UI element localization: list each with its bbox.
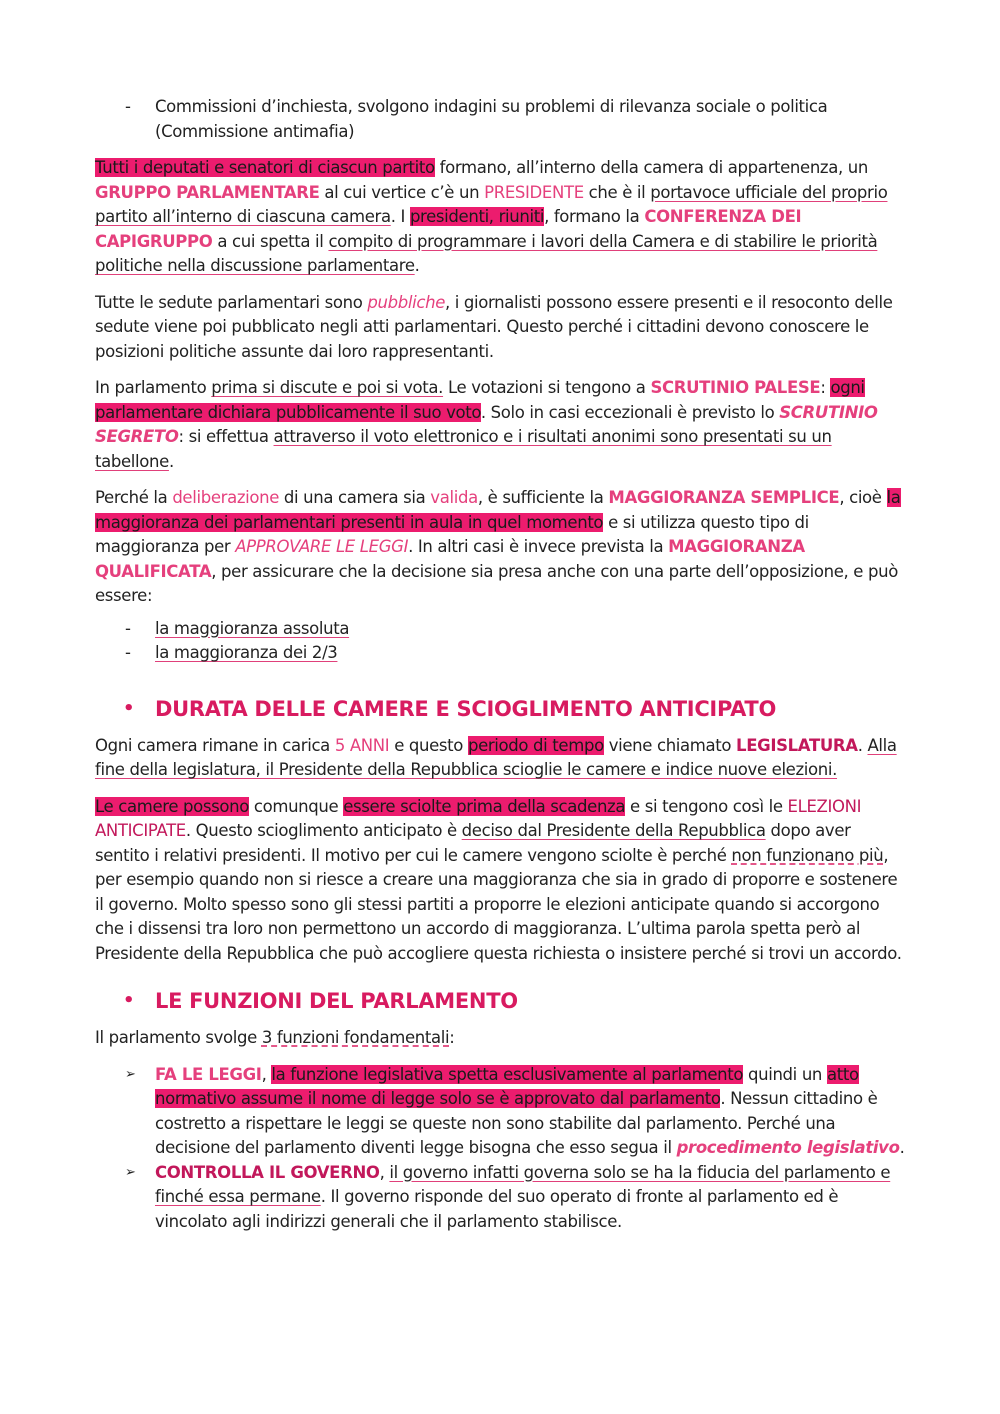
text-span: . Il governo risponde del suo operato di fronte al parlamento ed è vincolato agli indirizzi generali che il parlamento stabilisce.: [155, 1187, 839, 1231]
text-span: e questo: [389, 735, 468, 755]
term-presidente: PRESIDENTE: [484, 182, 584, 202]
underlined-span: prima si discute e poi si vota.: [211, 378, 444, 397]
text-span: Perché la: [95, 488, 173, 507]
text-span: , i giornalisti possono essere presenti e il resoconto delle sedute viene poi pubblicato negli atti parlamentari. Questo perché i cittadini devono conoscere le posizioni politiche assunte dai loro rappresentanti.: [95, 292, 893, 361]
underlined-span: compito di programmare i lavori della Camera e di stabilire le priorità politiche nella discussione parlamentare: [95, 231, 878, 275]
text-span: quindi un: [743, 1064, 827, 1084]
paragraph-votazioni: [95, 376, 905, 474]
text-span: , per esempio quando non si riesce a creare una maggioranza che sia in grado di proporre e sostenere il governo. Molto spesso sono gli stessi partiti a proporre le elezioni anticipate quando si accorgono che i dissensi tra loro non permettono un accordo di maggioranza. L’ultima parola spetta però al Presidente della Repubblica che può accogliere questa richiesta o insistere perché si trovi un accordo.: [95, 845, 902, 963]
term-maggioranza-qualificata: MAGGIORANZA QUALIFICATA: [95, 537, 805, 581]
term-fa-le-leggi: FA LE LEGGI: [155, 1064, 262, 1084]
highlight-span: ogni parlamentare dichiara pubblicamente il suo voto: [95, 378, 865, 422]
text-span: , cioè: [839, 488, 887, 507]
text-span: Il parlamento svolge: [95, 1028, 262, 1047]
dash-marker: -: [125, 97, 131, 116]
list-item: [95, 1161, 905, 1235]
term-deliberazione: deliberazione: [172, 488, 280, 507]
term-pubbliche: pubbliche: [367, 292, 445, 312]
heading-funzioni: [95, 986, 905, 1016]
text-span: a cui spetta il: [212, 231, 329, 251]
term-legislatura: LEGISLATURA: [736, 735, 858, 755]
list-item-text: Commissioni d’inchiesta, svolgono indagini su problemi di rilevanza sociale o politica (Commissione antimafia): [155, 97, 828, 141]
highlight-span: la funzione legislativa spetta esclusivamente al parlamento: [271, 1064, 744, 1084]
text-span: .: [414, 256, 420, 275]
text-span: , è sufficiente la: [477, 488, 609, 507]
arrow-bullet-icon: ➢: [125, 1066, 136, 1082]
text-span: .: [899, 1138, 905, 1157]
paragraph-scioglimento: [95, 795, 905, 967]
text-span: ,: [379, 1162, 390, 1182]
text-span: :: [820, 378, 831, 397]
underlined-span: Alla fine della legislatura, il Presidente della Repubblica scioglie le camere e indice nuove elezioni.: [95, 735, 897, 779]
paragraph-funzioni: [95, 1026, 905, 1051]
heading-durata: [95, 694, 905, 724]
text-span: al cui vertice c’è un: [319, 182, 485, 202]
highlight-span: presidenti, riuniti: [409, 207, 545, 226]
dash-marker: -: [125, 618, 131, 638]
document-page: [95, 95, 905, 1234]
term-maggioranza-semplice: MAGGIORANZA SEMPLICE: [608, 488, 840, 507]
list-item: [95, 617, 905, 642]
term-valida: valida: [430, 488, 478, 507]
maggioranza-list: [95, 617, 905, 666]
text-span: comunque: [248, 796, 344, 816]
bullet-icon: •: [123, 990, 135, 1011]
underlined-span: deciso dal Presidente della Repubblica: [461, 821, 766, 840]
text-span: dopo aver sentito i relativi presidenti. Il motivo per cui le camere vengono sciolte è perché: [95, 821, 851, 865]
text-span: e si utilizza questo tipo di maggioranza per: [95, 512, 809, 556]
underlined-span: non funzionano più: [731, 845, 884, 865]
paragraph-sedute: [95, 291, 905, 365]
text-span: . Solo in casi eccezionali è previsto lo: [480, 402, 780, 422]
term-approvare-le-leggi: APPROVARE LE LEGGI: [235, 537, 409, 556]
text-span: In parlamento: [95, 378, 212, 397]
text-span: . In altri casi è invece prevista la: [408, 537, 669, 556]
term-procedimento-legislativo: procedimento legislativo: [676, 1138, 900, 1157]
text-span: formano, all’interno della camera di appartenenza, un: [434, 158, 869, 177]
underlined-span: il governo infatti governa solo se ha la fiducia del parlamento e finché essa permane: [155, 1162, 891, 1206]
paragraph-legislatura: [95, 734, 905, 783]
text-span: .: [857, 735, 868, 755]
underlined-span: portavoce ufficiale del proprio partito all’interno di ciascuna camera: [95, 182, 888, 226]
list-item-text: la maggioranza dei 2/3: [155, 643, 338, 662]
underlined-span: attraverso il voto elettronico e i risultati anonimi sono presentati su un tabellone: [95, 427, 832, 471]
bullet-icon: •: [123, 697, 135, 719]
text-span: ,: [261, 1064, 272, 1084]
text-span: . Nessun cittadino è costretto a rispettare le leggi se queste non sono stabilite dal parlamento. Perché una decisione del parlamento diventi legge bisogna che esso segua il: [155, 1089, 878, 1157]
term-scrutinio-palese: SCRUTINIO PALESE: [650, 378, 821, 397]
text-span: di una camera sia: [279, 488, 431, 507]
highlight-span: la maggioranza dei parlamentari presenti in aula in quel momento: [95, 488, 901, 532]
text-span: . I: [390, 207, 410, 226]
term-5-anni: 5 ANNI: [334, 735, 390, 755]
commission-list: [95, 95, 905, 144]
list-item: [95, 95, 905, 144]
highlight-span: Le camere possono: [95, 796, 249, 816]
text-span: Le votazioni si tengono a: [443, 378, 651, 397]
term-elezioni-anticipate: ELEZIONI ANTICIPATE: [95, 796, 862, 840]
text-span: . Questo scioglimento anticipato è: [185, 821, 462, 840]
text-span: .: [168, 451, 174, 471]
text-span: viene chiamato: [603, 735, 737, 755]
text-span: :: [449, 1028, 455, 1047]
text-span: Tutte le sedute parlamentari sono: [95, 292, 368, 312]
arrow-bullet-icon: ➢: [125, 1164, 136, 1180]
heading-text: LE FUNZIONI DEL PARLAMENTO: [155, 989, 518, 1013]
term-controlla-il-governo: CONTROLLA IL GOVERNO: [155, 1162, 380, 1182]
text-span: , formano la: [544, 207, 645, 226]
text-span: e si tengono così le: [625, 796, 788, 816]
text-span: : si effettua: [178, 427, 274, 446]
list-item: [95, 1063, 905, 1161]
highlight-span: essere sciolte prima della scadenza: [343, 796, 626, 816]
term-scrutinio-segreto: SCRUTINIO SEGRETO: [95, 402, 878, 446]
text-span: Ogni camera rimane in carica: [95, 735, 335, 755]
highlight-span: Tutti i deputati e senatori di ciascun partito: [95, 158, 435, 177]
paragraph-maggioranza: [95, 486, 905, 609]
funzioni-list: [95, 1063, 905, 1235]
dash-marker: -: [125, 643, 131, 662]
list-item-text: la maggioranza assoluta: [155, 618, 350, 638]
heading-text: DURATA DELLE CAMERE E SCIOGLIMENTO ANTICIPATO: [155, 696, 777, 721]
text-span: , per assicurare che la decisione sia presa anche con una parte dell’opposizione, e può essere:: [95, 561, 898, 605]
term-gruppo-parlamentare: GRUPPO PARLAMENTARE: [95, 182, 320, 202]
highlight-span: atto normativo assume il nome di legge solo se è approvato dal parlamento: [155, 1064, 859, 1108]
text-span: che è il: [583, 182, 651, 202]
term-conferenza-capigruppo: CONFERENZA DEI CAPIGRUPPO: [95, 207, 802, 251]
list-item: [95, 641, 905, 666]
underlined-span: 3 funzioni fondamentali: [261, 1028, 450, 1047]
highlight-span: periodo di tempo: [467, 735, 604, 755]
paragraph-gruppo-parlamentare: [95, 156, 905, 279]
